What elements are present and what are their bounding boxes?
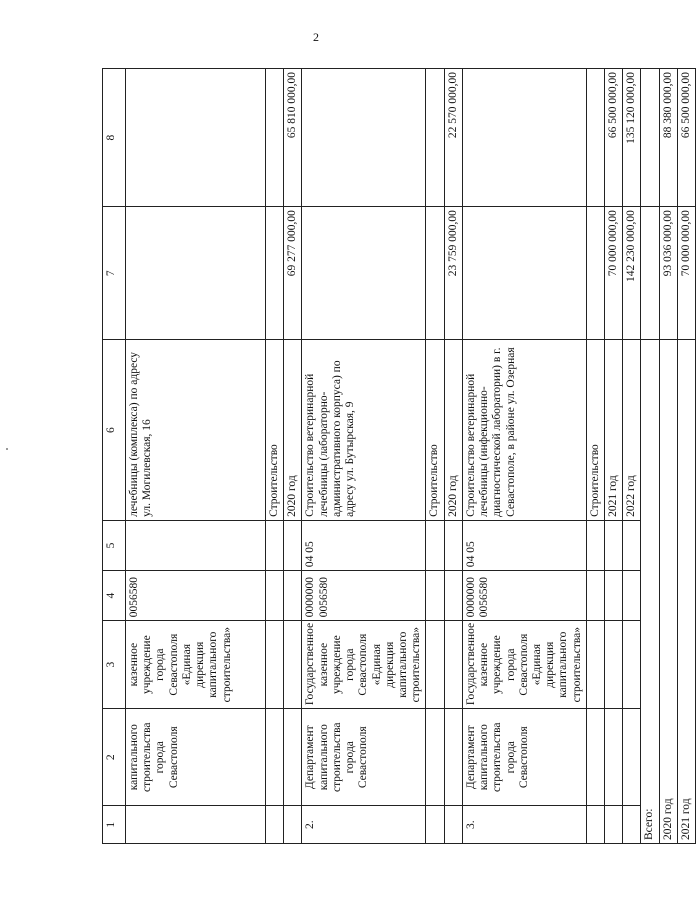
header-row <box>103 69 126 844</box>
margin-mark <box>6 448 8 450</box>
code-cell: 0000000 0056580 <box>302 571 426 621</box>
amount-cell <box>126 69 266 207</box>
department-cell: Департамент капитального строительства города Севастополя <box>302 709 426 806</box>
year-cell: 2022 год <box>623 340 641 520</box>
year-cell: 2020 год <box>444 340 462 520</box>
amount-cell: 66 500 000,00 <box>605 69 623 207</box>
table-row <box>586 69 604 844</box>
department-cell: Департамент капитального строительства города Севастополя <box>462 709 586 806</box>
table-row <box>302 69 426 844</box>
category-cell: Строительство <box>586 340 604 520</box>
object-name-cell: Строительство ветеринарной лечебницы (лабораторно-административного корпуса) по адресу ул. Бутырская, 9 <box>302 340 426 520</box>
total-amount-cell: 88 380 000,00 <box>659 69 677 207</box>
total-amount-cell: 70 000 000,00 <box>677 207 695 340</box>
table-row <box>284 69 302 844</box>
row-number <box>126 806 266 844</box>
rotated-table-wrapper <box>102 68 692 844</box>
amount-cell <box>266 69 284 207</box>
amount-cell <box>302 207 426 340</box>
institution-cell: Государственное казенное учреждение города Севастополя «Единая дирекция капитального строительства» <box>462 621 586 709</box>
amount-cell <box>462 207 586 340</box>
amount-cell: 142 230 000,00 <box>623 207 641 340</box>
institution-cell: казенное учреждение города Севастополя «Единая дирекция капитального строительства» <box>126 621 266 709</box>
amount-cell <box>586 69 604 207</box>
amount-cell: 69 277 000,00 <box>284 207 302 340</box>
totals-row <box>659 69 677 844</box>
page-number: 2 <box>313 30 319 44</box>
category-cell: Строительство <box>426 340 444 520</box>
table-row <box>605 69 623 844</box>
total-amount-cell: 66 500 000,00 <box>677 69 695 207</box>
amount-cell: 23 759 000,00 <box>444 207 462 340</box>
section-code-cell: 04 05 <box>462 520 586 570</box>
amount-cell <box>426 69 444 207</box>
table-row <box>623 69 641 844</box>
totals-year: 2021 год <box>677 340 695 844</box>
amount-cell <box>586 207 604 340</box>
amount-cell <box>266 207 284 340</box>
section-code-cell: 04 05 <box>302 520 426 570</box>
amount-cell <box>462 69 586 207</box>
header-col-1: 1 <box>103 806 126 844</box>
table-row <box>126 69 266 844</box>
amount-cell <box>426 207 444 340</box>
header-col-7: 7 <box>103 207 126 340</box>
budget-table <box>102 68 696 844</box>
amount-cell <box>302 69 426 207</box>
header-col-4: 4 <box>103 571 126 621</box>
object-name-cell: лечебницы (комплекса) по адресу ул. Могилевская, 16 <box>126 340 266 520</box>
header-col-5: 5 <box>103 520 126 570</box>
header-col-8: 8 <box>103 69 126 207</box>
amount-cell: 22 570 000,00 <box>444 69 462 207</box>
amount-cell <box>126 207 266 340</box>
totals-label: Всего: <box>641 340 659 844</box>
year-cell: 2021 год <box>605 340 623 520</box>
object-name-cell: Строительство ветеринарной лечебницы (инфекционно-диагностической лаборатории) в г. Севастополе, в районе ул. Озерная <box>462 340 586 520</box>
amount-cell: 135 120 000,00 <box>623 69 641 207</box>
total-amount-cell: 93 036 000,00 <box>659 207 677 340</box>
table-row <box>462 69 586 844</box>
department-cell: капитального строительства города Севастополя <box>126 709 266 806</box>
table-row <box>444 69 462 844</box>
row-number: 2. <box>302 806 426 844</box>
header-col-2: 2 <box>103 709 126 806</box>
header-col-6: 6 <box>103 340 126 520</box>
totals-year: 2020 год <box>659 340 677 844</box>
category-cell: Строительство <box>266 340 284 520</box>
section-code-cell <box>126 520 266 570</box>
amount-cell: 65 810 000,00 <box>284 69 302 207</box>
header-col-3: 3 <box>103 621 126 709</box>
code-cell: 0000000 0056580 <box>462 571 586 621</box>
table-row <box>266 69 284 844</box>
totals-row <box>677 69 695 844</box>
amount-cell: 70 000 000,00 <box>605 207 623 340</box>
institution-cell: Государственное казенное учреждение города Севастополя «Единая дирекция капитального строительства» <box>302 621 426 709</box>
code-cell: 0056580 <box>126 571 266 621</box>
table-row <box>426 69 444 844</box>
year-cell: 2020 год <box>284 340 302 520</box>
totals-label-row <box>641 69 659 844</box>
row-number: 3. <box>462 806 586 844</box>
